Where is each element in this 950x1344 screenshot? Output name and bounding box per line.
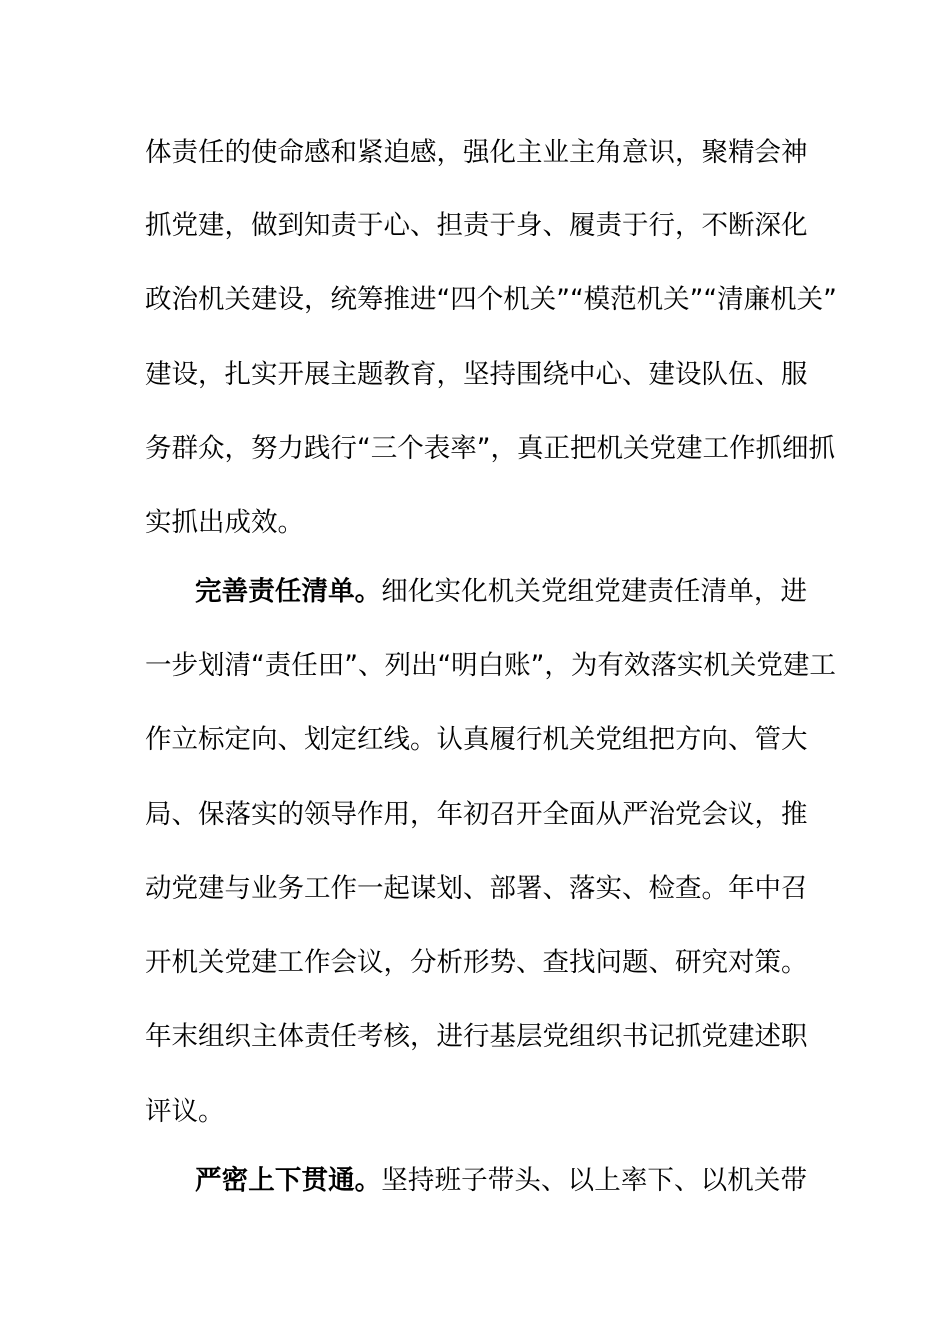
paragraph-line: 年末组织主体责任考核，进行基层党组织书记抓党建述职 <box>145 1021 808 1052</box>
paragraph-line: 动党建与业务工作一起谋划、部署、落实、检查。年中召 <box>145 873 808 904</box>
paragraph-line: 体责任的使命感和紧迫感，强化主业主角意识，聚精会神 <box>145 137 808 168</box>
paragraph-line: 评议。 <box>145 1096 225 1127</box>
paragraph-line: 政治机关建设，统筹推进“四个机关”“模范机关”“清廉机关” <box>145 284 837 315</box>
section-text: 坚持班子带头、以上率下、以机关带 <box>381 1165 808 1196</box>
section-heading: 严密上下贯通。 <box>195 1165 382 1196</box>
paragraph-line: 作立标定向、划定红线。认真履行机关党组把方向、管大 <box>145 724 808 755</box>
paragraph-line: 一步划清“责任田”、列出“明白账”，为有效落实机关党建工 <box>145 650 836 681</box>
paragraph-line: 建设，扎实开展主题教育，坚持围绕中心、建设队伍、服 <box>145 359 808 390</box>
section-first-line <box>195 1161 807 1201</box>
paragraph-line: 局、保落实的领导作用，年初召开全面从严治党会议，推 <box>145 799 808 830</box>
paragraph-line: 开机关党建工作会议，分析形势、查找问题、研究对策。 <box>145 947 808 978</box>
paragraph-line: 务群众，努力践行“三个表率”，真正把机关党建工作抓细抓 <box>145 433 835 464</box>
section-first-line <box>195 572 807 612</box>
paragraph-line: 实抓出成效。 <box>145 507 304 538</box>
paragraph-line: 抓党建，做到知责于心、担责于身、履责于行，不断深化 <box>145 210 808 241</box>
section-heading: 完善责任清单。 <box>195 576 382 607</box>
section-text: 细化实化机关党组党建责任清单，进 <box>381 576 808 607</box>
